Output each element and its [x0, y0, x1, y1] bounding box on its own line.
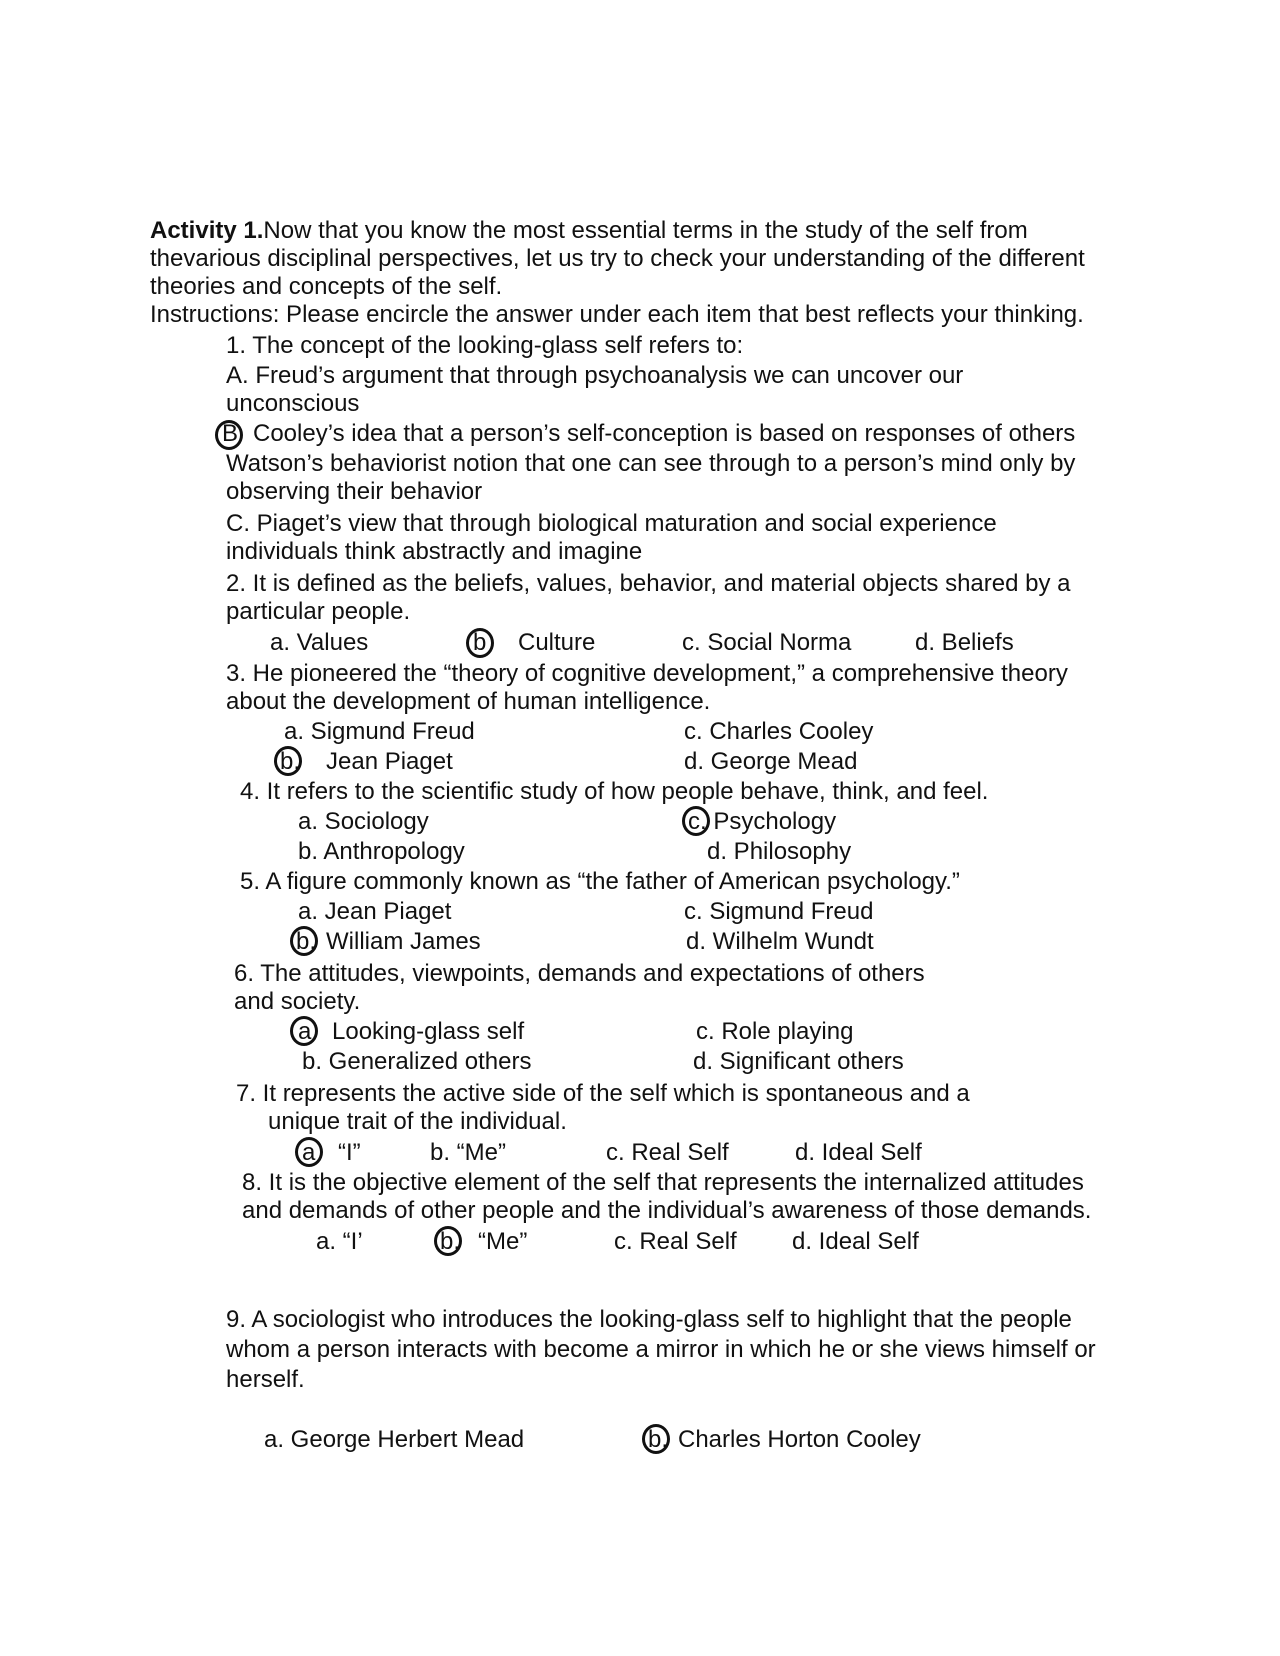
question-9-stem-line1: 9. A sociologist who introduces the looking-glass self to highlight that the people: [226, 1306, 1072, 1333]
q3-option-b: Jean Piaget: [326, 748, 453, 775]
q3-option-a: a. Sigmund Freud: [284, 718, 475, 745]
question-3-stem-line2: about the development of human intelligence.: [226, 688, 711, 715]
q9-option-b: Charles Horton Cooley: [678, 1426, 921, 1453]
question-8-stem-line2: and demands of other people and the individual’s awareness of those demands.: [242, 1197, 1092, 1224]
question-3-stem-line1: 3. He pioneered the “theory of cognitive development,” a comprehensive theory: [226, 660, 1068, 687]
q2-option-b-letter: b: [473, 629, 487, 656]
activity-label: Activity 1.: [150, 217, 264, 244]
q1-option-b: Cooley’s idea that a person’s self-conception is based on responses of others: [253, 420, 1076, 447]
q1-option-d-line2: individuals think abstractly and imagine: [226, 538, 643, 565]
question-5-stem: 5. A figure commonly known as “the father of American psychology.”: [240, 868, 960, 895]
q6-option-c: c. Role playing: [696, 1018, 854, 1045]
intro-line-3: theories and concepts of the self.: [150, 273, 503, 300]
q1-option-a-line1: A. Freud’s argument that through psychoanalysis we can uncover our: [226, 362, 964, 389]
q4-option-d: d. Philosophy: [707, 838, 852, 865]
question-9-stem-line2: whom a person interacts with become a mirror in which he or she views himself or: [226, 1336, 1096, 1363]
q7-option-b: b. “Me”: [430, 1139, 507, 1166]
q6-option-a-letter: a: [298, 1018, 312, 1045]
q1-option-a-line2: unconscious: [226, 390, 360, 417]
q1-option-b-letter: B: [222, 420, 239, 447]
q1-option-c-line2: observing their behavior: [226, 478, 483, 505]
q7-option-a-letter: a: [302, 1139, 316, 1166]
q3-option-b-letter: b.: [280, 748, 301, 775]
q9-option-a: a. George Herbert Mead: [264, 1426, 525, 1453]
question-2-stem-line1: 2. It is defined as the beliefs, values, behavior, and material objects shared by a: [226, 570, 1071, 597]
q2-option-b: Culture: [518, 629, 596, 656]
q3-option-d: d. George Mead: [684, 748, 858, 775]
q7-option-a: “I”: [338, 1139, 361, 1166]
q1-option-d-line1: C. Piaget’s view that through biological maturation and social experience: [226, 510, 997, 537]
q8-option-a: a. “I’: [316, 1228, 363, 1255]
q8-option-b-letter: b.: [440, 1228, 461, 1255]
q2-option-d: d. Beliefs: [915, 629, 1014, 656]
intro-line-2: thevarious disciplinal perspectives, let us try to check your understanding of the different: [150, 245, 1085, 272]
q2-option-c: c. Social Norma: [682, 629, 852, 656]
question-6-stem-line2: and society.: [234, 988, 361, 1015]
question-8-stem-line1: 8. It is the objective element of the self that represents the internalized attitudes: [242, 1169, 1084, 1196]
intro-text: Now that you know the most essential terms in the study of the self from: [263, 217, 1028, 244]
question-7-stem-line2: unique trait of the individual.: [268, 1108, 567, 1135]
q8-option-b: “Me”: [478, 1228, 528, 1255]
q4-option-b: b. Anthropology: [298, 838, 465, 865]
q6-option-d: d. Significant others: [693, 1048, 904, 1075]
q1-option-c-line1: Watson’s behaviorist notion that one can see through to a person’s mind only by: [226, 450, 1076, 477]
question-4-stem: 4. It refers to the scientific study of how people behave, think, and feel.: [240, 778, 989, 805]
q9-option-b-letter: b.: [648, 1426, 669, 1453]
q6-option-a: Looking-glass self: [332, 1018, 525, 1045]
q5-option-c: c. Sigmund Freud: [684, 898, 874, 925]
q5-option-b: William James: [326, 928, 481, 955]
question-6-stem-line1: 6. The attitudes, viewpoints, demands and expectations of others: [234, 960, 925, 987]
q7-option-c: c. Real Self: [606, 1139, 729, 1166]
q7-option-d: d. Ideal Self: [795, 1139, 922, 1166]
question-1-stem: 1. The concept of the looking-glass self refers to:: [226, 332, 744, 359]
question-7-stem-line1: 7. It represents the active side of the self which is spontaneous and a: [236, 1080, 970, 1107]
q3-option-c: c. Charles Cooley: [684, 718, 874, 745]
q5-option-d: d. Wilhelm Wundt: [686, 928, 874, 955]
q8-option-d: d. Ideal Self: [792, 1228, 919, 1255]
question-2-stem-line2: particular people.: [226, 598, 411, 625]
q5-option-b-letter: b.: [296, 928, 317, 955]
q4-option-a: a. Sociology: [298, 808, 429, 835]
q6-option-b: b. Generalized others: [302, 1048, 532, 1075]
q5-option-a: a. Jean Piaget: [298, 898, 452, 925]
q4-option-c: c. Psychology: [688, 808, 837, 835]
q2-option-a: a. Values: [270, 629, 369, 656]
intro-line-1: [150, 217, 1028, 245]
q8-option-c: c. Real Self: [614, 1228, 737, 1255]
question-9-stem-line3: herself.: [226, 1366, 305, 1393]
instructions: Instructions: Please encircle the answer under each item that best reflects your thinking.: [150, 301, 1084, 328]
